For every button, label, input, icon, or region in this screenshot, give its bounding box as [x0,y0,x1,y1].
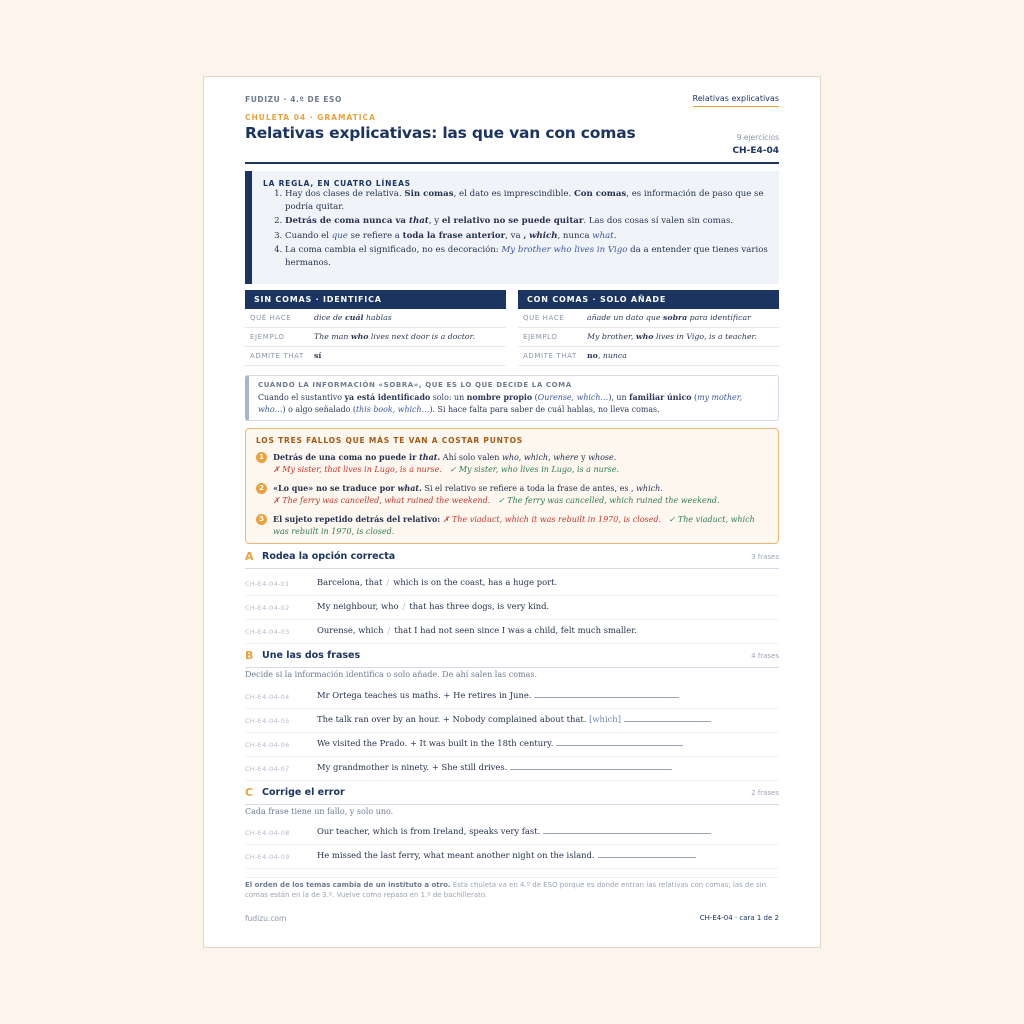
exercise-item: CH-E4-04-01 Barcelona, that / which is on the coast, has a huge port. [245,571,779,596]
correct-example: ✓ The viaduct, which was rebuilt in 1970, is closed. [273,515,755,536]
section-instructions: Decide si la información identifica o solo añade. De ahí salen las comas. [245,670,538,679]
row-key: ADMITE THAT [250,352,304,360]
row-key: EJEMPLO [523,333,558,341]
section-title: Corrige el error [262,787,345,798]
row-value: no, nunca [587,351,627,360]
exercise-item: CH-E4-04-02 My neighbour, who / that has three dogs, is very kind. [245,595,779,620]
exercise-text: Mr Ortega teaches us maths. + He retires in June. [317,690,532,700]
footer-note: El orden de los temas cambia de un instituto a otro. Esta chuleta va en 4.º de ESO porque es donde entran las relativas con comas; las de sin comas están en la de 3.º. Vuelve como repaso en 1.º de bachillerato. [245,877,779,900]
answer-blank[interactable] [510,768,672,770]
answer-blank[interactable] [556,744,683,746]
site-link[interactable]: fudizu.com [245,914,287,923]
exercise-item [245,844,779,869]
exercise-item [245,708,779,733]
row-key: QUÉ HACE [523,314,565,322]
section-title: Rodea la opción correcta [262,551,396,562]
exercise-id: CH-E4-04-05 [245,717,290,725]
wrong-example: ✗ My sister, that lives in Lugo, is a nurse. [273,465,442,474]
common-mistakes-box [245,428,779,544]
answer-blank[interactable] [543,832,711,834]
exercise-item [245,684,779,709]
section-c-header [245,786,779,805]
correct-example: ✓ The ferry was cancelled, which ruined the weekend. [497,496,720,505]
exercise-id: CH-E4-04-08 [245,829,290,837]
rule-item: 3. Cuando el que se refiere a toda la frase anterior, va , which, nunca what. [285,230,780,243]
option-b[interactable]: that has three dogs, is very kind. [409,601,550,611]
worksheet-page [203,76,821,948]
table-row [245,328,506,347]
section-title: Une las dos frases [262,650,361,661]
hint-label: [which] [589,714,621,724]
exercise-text: Our teacher, which is from Ireland, speaks very fast. [317,826,541,836]
answer-blank[interactable] [624,720,711,722]
row-key: ADMITE THAT [523,352,577,360]
exercise-count: 9 ejercicios [736,133,779,142]
section-count: 3 frases [751,553,779,561]
table-row [518,328,779,347]
table-row [245,347,506,366]
row-value: dice de cuál hablas [314,313,392,322]
table-row [245,309,506,328]
row-value: My brother, who lives in Vigo, is a teacher. [587,332,757,341]
option-a[interactable]: Ourense, which [317,625,384,635]
exercise-id: CH-E4-04-07 [245,765,290,773]
answer-blank[interactable] [598,856,696,858]
section-b-header [245,649,779,668]
exercise-item [245,732,779,757]
exercise-id: CH-E4-04-04 [245,693,290,701]
mistakes-title: LOS TRES FALLOS QUE MÁS TE VAN A COSTAR PUNTOS [256,436,523,445]
rule-list [265,188,780,272]
wrong-example: ✗ The viaduct, which it was rebuilt in 1970, is closed. [442,515,662,524]
exercise-text: We visited the Prado. + It was built in the 18th century. [317,738,554,748]
row-value: sí [314,351,322,360]
exercise-id: CH-E4-04-03 [245,628,290,636]
table-sin-comas [245,290,506,366]
exercise-id: CH-E4-04-06 [245,741,290,749]
number-badge: 1 [256,452,267,463]
exercise-item: CH-E4-04-03 Ourense, which / that I had not seen since I was a child, felt much smaller. [245,619,779,644]
option-b[interactable]: that I had not seen since I was a child, felt much smaller. [394,625,637,635]
number-badge: 2 [256,483,267,494]
sheet-code: CH-E4-04 [732,146,779,156]
info-box-text: Cuando el sustantivo ya está identificado solo: un nombre propio (Ourense, which…), un familiar único (my mother, who…) o algo señalado (this book, which…). Si hace falta para saber de cuál hablas, no lleva comas. [258,393,743,414]
page-indicator: CH-E4-04 · cara 1 de 2 [699,914,779,922]
section-count: 4 frases [751,652,779,660]
exercise-id: CH-E4-04-01 [245,580,290,588]
section-letter: A [245,550,254,563]
mistake-item: 1 Detrás de una coma no puede ir that. Ahí solo valen who, which, where y whose. ✗ My sister, that lives in Lugo, is a nurse. ✓ My sister, who lives in Lugo, is a nurse. [256,451,768,476]
answer-blank[interactable] [534,696,679,698]
kicker-label: CHULETA 04 · GRAMÁTICA [245,113,376,122]
rule-box-title: LA REGLA, EN CUATRO LÍNEAS [263,179,411,188]
exercise-text: The talk ran over by an hour. + Nobody complained about that. [317,714,587,724]
table-row [518,309,779,328]
exercise-text: He missed the last ferry, what meant another night on the island. [317,850,595,860]
info-box [245,375,779,421]
row-key: QUÉ HACE [250,314,292,322]
section-letter: C [245,786,254,799]
page-title: Relativas explicativas: las que van con comas [245,124,636,142]
mistake-item: 2 «Lo que» no se traduce por what. Si el relativo se refiere a toda la frase de antes, es , which. ✗ The ferry was cancelled, what ruined the weekend. ✓ The ferry was cancelled, which ruined the weekend. [256,482,768,507]
exercise-item [245,756,779,781]
info-box-title: CUÁNDO LA INFORMACIÓN «SOBRA», QUE ES LO QUE DECIDE LA COMA [258,381,572,389]
topic-label: Relativas explicativas [693,94,779,107]
section-a-header [245,550,779,569]
exercise-text: My grandmother is ninety. + She still drives. [317,762,508,772]
correct-example: ✓ My sister, who lives in Lugo, is a nurse. [449,465,619,474]
header-divider [245,162,779,164]
table-header: SIN COMAS · IDENTIFICA [245,290,506,309]
exercise-item [245,820,779,845]
table-con-comas [518,290,779,366]
section-letter: B [245,649,254,662]
table-row [518,347,779,366]
exercise-id: CH-E4-04-09 [245,853,290,861]
rule-box [245,171,779,284]
number-badge: 3 [256,514,267,525]
row-key: EJEMPLO [250,333,285,341]
row-value: añade un dato que sobra para identificar [587,313,751,322]
rule-item: 1. Hay dos clases de relativa. Sin comas, el dato es imprescindible. Con comas, es información de paso que se podría quitar. [285,188,780,213]
option-a[interactable]: Barcelona, that [317,577,383,587]
wrong-example: ✗ The ferry was cancelled, what ruined the weekend. [273,496,491,505]
section-count: 2 frases [751,789,779,797]
exercise-id: CH-E4-04-02 [245,604,290,612]
option-a[interactable]: My neighbour, who [317,601,399,611]
mistake-item: 3 El sujeto repetido detrás del relativo: ✗ The viaduct, which it was rebuilt in 1970, is closed. ✓ The viaduct, which was rebuilt in 1970, is closed. [256,513,768,538]
rule-item: 2. Detrás de coma nunca va that, y el relativo no se puede quitar. Las dos cosas sí valen sin comas. [285,215,780,228]
option-b[interactable]: which is on the coast, has a huge port. [393,577,558,587]
table-header: CON COMAS · SOLO AÑADE [518,290,779,309]
section-instructions: Cada frase tiene un fallo, y solo uno. [245,807,394,816]
row-value: The man who lives next door is a doctor. [314,332,475,341]
brand-label: FUDIZU · 4.º DE ESO [245,95,342,104]
rule-item: 4. La coma cambia el significado, no es decoración: My brother who lives in Vigo da a entender que tienes varios hermanos. [285,244,780,269]
